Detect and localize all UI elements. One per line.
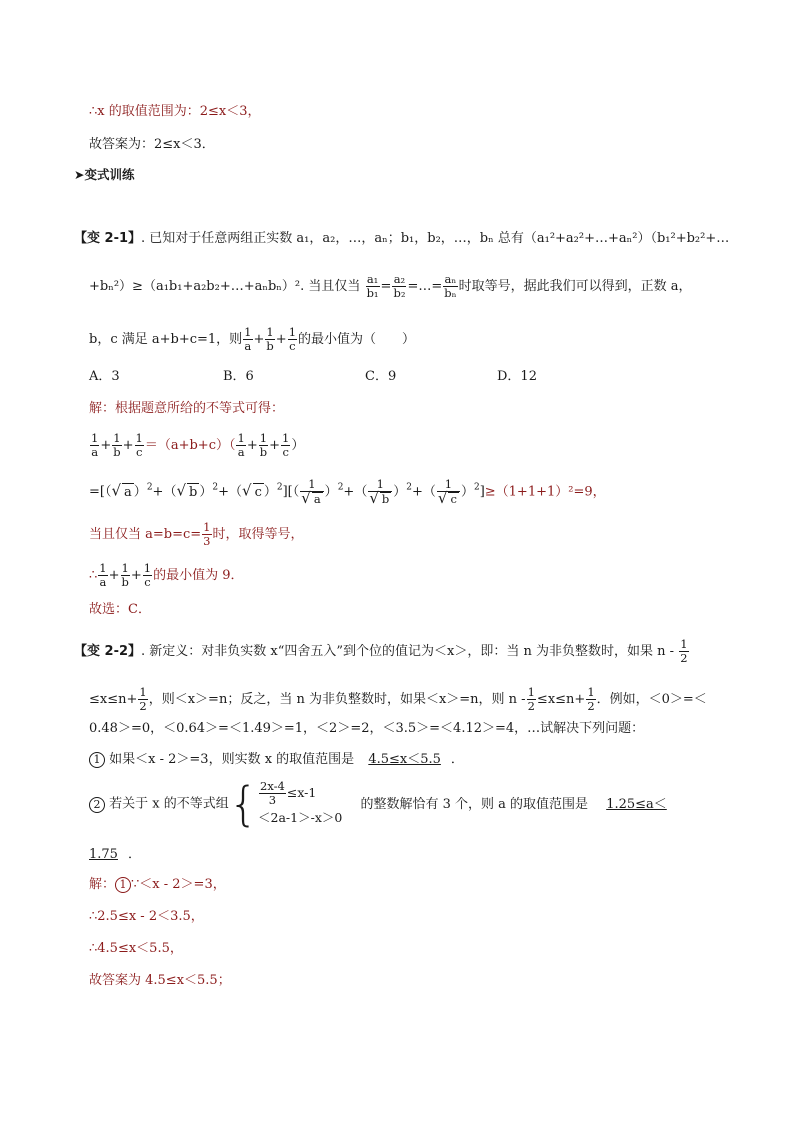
q22-item1: 1 如果＜x - 2＞=3，则实数 x 的取值范围是 4.5≤x＜5.5 ． <box>89 751 464 769</box>
q21-line1 <box>74 230 729 248</box>
q22-item1-answer: 4.5≤x＜5.5 <box>368 752 441 767</box>
q22-line2: ≤x≤n+ $\frac{1}{2}$ ，则＜x＞=n；反之，当 n 为非负整数时，如果＜x＞=n，则 n - $\frac{1}{2}$ ≤x≤n+ $\frac{1}{2}$ ．例如，＜0＞=＜ <box>89 685 707 713</box>
q21-solution-eq3: 当且仅当 a=b=c= $\frac{1}{3}$ 时，取得等号， <box>89 520 304 548</box>
fraction-1-a: $\frac{1}{a}$ <box>244 325 252 353</box>
q22-item2-answer-b: 1.75 ． <box>89 847 141 862</box>
inequality-system: $\frac{2x-4}{3}$ ≤x-1 ＜2a-1＞-x＞0 <box>258 779 343 825</box>
circled-one-icon: 1 <box>115 877 131 893</box>
q21-line1-text: . 已知对于任意两组正实数 a₁，a₂，…，aₙ；b₁，b₂，…，bₙ 总有（a₁²+a₂²+…+aₙ²）（b₁²+b₂²+… <box>141 231 730 246</box>
fraction-1-b: $\frac{1}{b}$ <box>266 325 274 353</box>
q22-solution-line3: ∴4.5≤x＜5.5， <box>89 941 183 956</box>
fraction-an-bn: $\frac{\text{aₙ}}{\text{bₙ}}$ <box>444 272 457 300</box>
q22-line1: 【变 2-2】. 新定义：对非负实数 x“四舍五入”到个位的值记为＜x＞，即：当 n 为非负整数时，如果 n - $\frac{1}{2}$ <box>74 637 688 665</box>
q21-tag: 【变 2-1】 <box>74 231 142 246</box>
q21-option-d: D．12 <box>497 369 537 384</box>
section-heading <box>74 166 135 184</box>
arrow-bullet-icon: ➤ <box>74 167 85 182</box>
q21-solution-choice: 故选：C． <box>89 602 151 617</box>
circled-two-icon: 2 <box>89 797 105 813</box>
q22-solution-line4: 故答案为 4.5≤x＜5.5； <box>89 973 231 988</box>
q21-solution-eq2: =[（√ a ）$^2$+（√ b ）$^2$+（√ c ）$^2$][（ $\frac{1}{√ a}$ ）$^2$+（ $\frac{1}{√ b}$ ）$^2$+（ $\frac{1}{√ c}$ ）$^2$]≥（1+1+1）²=9， <box>89 477 606 507</box>
fraction-a1-b1: $\frac{\text{a₁}}{\text{b₁}}$ <box>366 272 379 300</box>
q22-solution-line1: 解： 1 ∵＜x - 2＞=3， <box>89 877 226 892</box>
prev-answer-line: 故答案为：2≤x＜3． <box>89 137 215 152</box>
q21-line3: b，c 满足 a+b+c=1，则 $\frac{1}{a}$ + $\frac{1}{b}$ + $\frac{1}{c}$ 的最小值为（ ） <box>89 325 416 353</box>
q22-solution-line2: ∴2.5≤x - 2＜3.5， <box>89 909 204 924</box>
prev-range-line: ∴x 的取值范围为：2≤x＜3， <box>89 104 261 119</box>
fraction-1-c: $\frac{1}{c}$ <box>288 325 297 353</box>
q21-solution-eq1: $\frac{1}{a}$ + $\frac{1}{b}$ + $\frac{1}{c}$ ＝（a+b+c）（ $\frac{1}{a}$ + $\frac{1}{b}$ + $\frac{1}{c}$ ） <box>91 431 305 459</box>
q22-item2: 2 若关于 x 的不等式组{ $\frac{2x-4}{3}$ ≤x-1 ＜2a-1＞-x＞0 的整数解恰有 3 个，则 a 的取值范围是 1.25≤a＜ <box>89 780 667 828</box>
section-title: 变式训练 <box>84 167 135 182</box>
q22-tag: 【变 2-2】 <box>74 644 142 659</box>
fraction-a2-b2: $\frac{\text{a₂}}{\text{b₂}}$ <box>393 272 406 300</box>
q22-item2-answer-a: 1.25≤a＜ <box>606 796 667 812</box>
q21-line2: +bₙ²）≥（a₁b₁+a₂b₂+…+aₙbₙ）². 当且仅当 $\frac{\text{a₁}}{\text{b₁}}$ = $\frac{\text{a₂}}{\text{b₂}}$ =…= $\frac{\text{aₙ}}{\text{bₙ}}$ 时取等号，据此我们可以得到，正数 a， <box>89 272 692 300</box>
q21-solution-eq4: ∴ $\frac{1}{a}$ + $\frac{1}{b}$ + $\frac{1}{c}$ 的最小值为 9． <box>89 561 244 589</box>
q21-option-a: A．3 <box>89 369 120 384</box>
circled-one-icon: 1 <box>89 752 105 768</box>
q21-option-b: B．6 <box>223 369 254 384</box>
q21-solution-intro: 解：根据题意所给的不等式可得： <box>89 401 285 416</box>
left-brace-icon: { <box>228 777 259 831</box>
q22-line3: 0.48＞=0，＜0.64＞=＜1.49＞=1，＜2＞=2，＜3.5＞=＜4.12＞=4，…试解决下列问题： <box>89 721 645 736</box>
q21-option-c: C．9 <box>365 369 397 384</box>
